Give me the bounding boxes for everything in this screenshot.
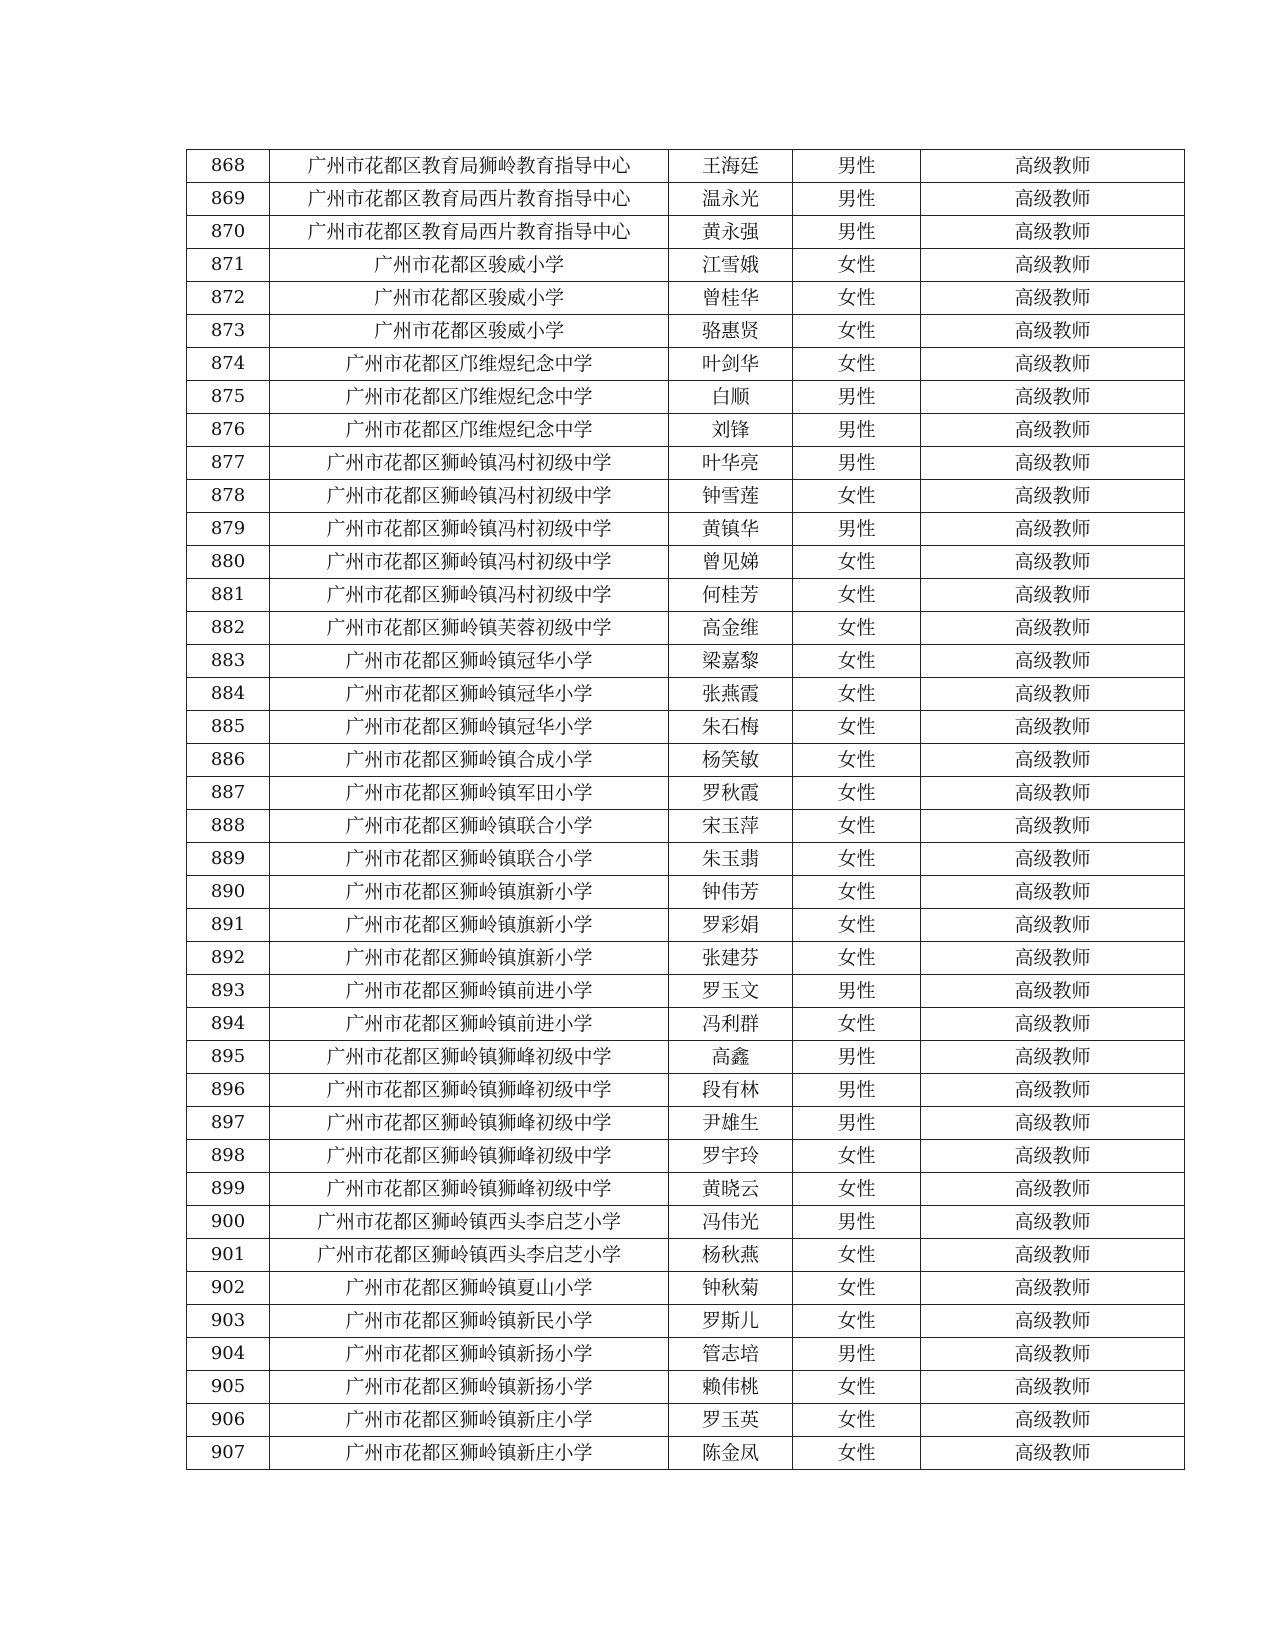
professional-title-cell: 高级教师: [921, 1371, 1185, 1404]
table-row: [187, 249, 1185, 282]
table-row: [187, 546, 1185, 579]
row-number-cell: 876: [187, 414, 270, 447]
row-number-cell: 891: [187, 909, 270, 942]
professional-title-cell: 高级教师: [921, 975, 1185, 1008]
gender-cell: 女性: [793, 1437, 921, 1470]
professional-title-cell: 高级教师: [921, 678, 1185, 711]
school-unit-cell: 广州市花都区狮岭镇狮峰初级中学: [270, 1173, 669, 1206]
row-number-cell: 874: [187, 348, 270, 381]
teacher-name-cell: 段有林: [669, 1074, 793, 1107]
table-row: [187, 711, 1185, 744]
gender-cell: 女性: [793, 645, 921, 678]
gender-cell: 女性: [793, 579, 921, 612]
gender-cell: 女性: [793, 480, 921, 513]
table-row: [187, 810, 1185, 843]
row-number-cell: 886: [187, 744, 270, 777]
teacher-name-cell: 江雪娥: [669, 249, 793, 282]
professional-title-cell: 高级教师: [921, 645, 1185, 678]
gender-cell: 男性: [793, 447, 921, 480]
table-row: [187, 513, 1185, 546]
table-row: [187, 1338, 1185, 1371]
table-row: [187, 777, 1185, 810]
teacher-name-cell: 叶华亮: [669, 447, 793, 480]
row-number-cell: 868: [187, 150, 270, 183]
table-row: [187, 876, 1185, 909]
professional-title-cell: 高级教师: [921, 150, 1185, 183]
school-unit-cell: 广州市花都区狮岭镇合成小学: [270, 744, 669, 777]
gender-cell: 女性: [793, 876, 921, 909]
teacher-name-cell: 朱玉翡: [669, 843, 793, 876]
professional-title-cell: 高级教师: [921, 843, 1185, 876]
gender-cell: 女性: [793, 249, 921, 282]
teacher-name-cell: 尹雄生: [669, 1107, 793, 1140]
row-number-cell: 893: [187, 975, 270, 1008]
school-unit-cell: 广州市花都区教育局狮岭教育指导中心: [270, 150, 669, 183]
professional-title-cell: 高级教师: [921, 777, 1185, 810]
school-unit-cell: 广州市花都区狮岭镇联合小学: [270, 810, 669, 843]
teacher-name-cell: 梁嘉黎: [669, 645, 793, 678]
row-number-cell: 880: [187, 546, 270, 579]
professional-title-cell: 高级教师: [921, 1239, 1185, 1272]
table-row: [187, 744, 1185, 777]
gender-cell: 男性: [793, 216, 921, 249]
gender-cell: 男性: [793, 1338, 921, 1371]
professional-title-cell: 高级教师: [921, 1008, 1185, 1041]
gender-cell: 女性: [793, 282, 921, 315]
professional-title-cell: 高级教师: [921, 1404, 1185, 1437]
professional-title-cell: 高级教师: [921, 480, 1185, 513]
school-unit-cell: 广州市花都区狮岭镇旗新小学: [270, 876, 669, 909]
row-number-cell: 897: [187, 1107, 270, 1140]
teacher-name-cell: 罗宇玲: [669, 1140, 793, 1173]
teacher-name-cell: 罗玉文: [669, 975, 793, 1008]
row-number-cell: 885: [187, 711, 270, 744]
gender-cell: 男性: [793, 1107, 921, 1140]
teacher-name-cell: 冯伟光: [669, 1206, 793, 1239]
roster-body: [187, 150, 1185, 1470]
row-number-cell: 901: [187, 1239, 270, 1272]
row-number-cell: 884: [187, 678, 270, 711]
table-row: [187, 381, 1185, 414]
table-row: [187, 1107, 1185, 1140]
teacher-name-cell: 罗彩娟: [669, 909, 793, 942]
professional-title-cell: 高级教师: [921, 942, 1185, 975]
table-row: [187, 909, 1185, 942]
school-unit-cell: 广州市花都区狮岭镇狮峰初级中学: [270, 1140, 669, 1173]
teacher-name-cell: 黄镇华: [669, 513, 793, 546]
gender-cell: 女性: [793, 348, 921, 381]
teacher-name-cell: 管志培: [669, 1338, 793, 1371]
school-unit-cell: 广州市花都区邝维煜纪念中学: [270, 348, 669, 381]
row-number-cell: 902: [187, 1272, 270, 1305]
professional-title-cell: 高级教师: [921, 381, 1185, 414]
professional-title-cell: 高级教师: [921, 1437, 1185, 1470]
school-unit-cell: 广州市花都区狮岭镇新民小学: [270, 1305, 669, 1338]
gender-cell: 女性: [793, 711, 921, 744]
table-row: [187, 975, 1185, 1008]
table-row: [187, 612, 1185, 645]
table-row: [187, 1371, 1185, 1404]
table-row: [187, 282, 1185, 315]
row-number-cell: 882: [187, 612, 270, 645]
teacher-name-cell: 曾桂华: [669, 282, 793, 315]
professional-title-cell: 高级教师: [921, 216, 1185, 249]
professional-title-cell: 高级教师: [921, 348, 1185, 381]
table-row: [187, 315, 1185, 348]
teacher-name-cell: 张燕霞: [669, 678, 793, 711]
teacher-name-cell: 高鑫: [669, 1041, 793, 1074]
table-row: [187, 678, 1185, 711]
professional-title-cell: 高级教师: [921, 1272, 1185, 1305]
school-unit-cell: 广州市花都区狮岭镇新庄小学: [270, 1437, 669, 1470]
school-unit-cell: 广州市花都区狮岭镇联合小学: [270, 843, 669, 876]
school-unit-cell: 广州市花都区狮岭镇冠华小学: [270, 645, 669, 678]
professional-title-cell: 高级教师: [921, 315, 1185, 348]
school-unit-cell: 广州市花都区狮岭镇夏山小学: [270, 1272, 669, 1305]
row-number-cell: 903: [187, 1305, 270, 1338]
teacher-name-cell: 杨秋燕: [669, 1239, 793, 1272]
row-number-cell: 878: [187, 480, 270, 513]
professional-title-cell: 高级教师: [921, 447, 1185, 480]
professional-title-cell: 高级教师: [921, 249, 1185, 282]
row-number-cell: 896: [187, 1074, 270, 1107]
table-row: [187, 1140, 1185, 1173]
professional-title-cell: 高级教师: [921, 1206, 1185, 1239]
school-unit-cell: 广州市花都区狮岭镇军田小学: [270, 777, 669, 810]
gender-cell: 男性: [793, 513, 921, 546]
gender-cell: 女性: [793, 744, 921, 777]
school-unit-cell: 广州市花都区狮岭镇冯村初级中学: [270, 513, 669, 546]
row-number-cell: 883: [187, 645, 270, 678]
row-number-cell: 892: [187, 942, 270, 975]
gender-cell: 女性: [793, 843, 921, 876]
table-row: [187, 1173, 1185, 1206]
gender-cell: 男性: [793, 1074, 921, 1107]
gender-cell: 女性: [793, 1140, 921, 1173]
teacher-name-cell: 何桂芳: [669, 579, 793, 612]
table-row: [187, 579, 1185, 612]
teacher-name-cell: 罗玉英: [669, 1404, 793, 1437]
table-row: [187, 1437, 1185, 1470]
school-unit-cell: 广州市花都区狮岭镇冯村初级中学: [270, 480, 669, 513]
gender-cell: 男性: [793, 381, 921, 414]
row-number-cell: 870: [187, 216, 270, 249]
teacher-name-cell: 钟伟芳: [669, 876, 793, 909]
professional-title-cell: 高级教师: [921, 1041, 1185, 1074]
row-number-cell: 895: [187, 1041, 270, 1074]
row-number-cell: 869: [187, 183, 270, 216]
row-number-cell: 879: [187, 513, 270, 546]
table-row: [187, 150, 1185, 183]
table-row: [187, 1206, 1185, 1239]
professional-title-cell: 高级教师: [921, 1173, 1185, 1206]
row-number-cell: 877: [187, 447, 270, 480]
professional-title-cell: 高级教师: [921, 282, 1185, 315]
teacher-name-cell: 叶剑华: [669, 348, 793, 381]
school-unit-cell: 广州市花都区狮岭镇狮峰初级中学: [270, 1041, 669, 1074]
school-unit-cell: 广州市花都区骏威小学: [270, 282, 669, 315]
teacher-name-cell: 张建芬: [669, 942, 793, 975]
professional-title-cell: 高级教师: [921, 744, 1185, 777]
teacher-name-cell: 罗秋霞: [669, 777, 793, 810]
gender-cell: 女性: [793, 546, 921, 579]
school-unit-cell: 广州市花都区狮岭镇冯村初级中学: [270, 546, 669, 579]
row-number-cell: 872: [187, 282, 270, 315]
gender-cell: 女性: [793, 1305, 921, 1338]
row-number-cell: 888: [187, 810, 270, 843]
gender-cell: 男性: [793, 1041, 921, 1074]
row-number-cell: 887: [187, 777, 270, 810]
table-row: [187, 480, 1185, 513]
gender-cell: 女性: [793, 777, 921, 810]
gender-cell: 女性: [793, 612, 921, 645]
gender-cell: 男性: [793, 1206, 921, 1239]
teacher-name-cell: 骆惠贤: [669, 315, 793, 348]
row-number-cell: 890: [187, 876, 270, 909]
teacher-name-cell: 宋玉萍: [669, 810, 793, 843]
teacher-name-cell: 黄晓云: [669, 1173, 793, 1206]
school-unit-cell: 广州市花都区狮岭镇芙蓉初级中学: [270, 612, 669, 645]
row-number-cell: 906: [187, 1404, 270, 1437]
school-unit-cell: 广州市花都区狮岭镇狮峰初级中学: [270, 1074, 669, 1107]
school-unit-cell: 广州市花都区教育局西片教育指导中心: [270, 183, 669, 216]
table-row: [187, 414, 1185, 447]
professional-title-cell: 高级教师: [921, 579, 1185, 612]
school-unit-cell: 广州市花都区教育局西片教育指导中心: [270, 216, 669, 249]
school-unit-cell: 广州市花都区狮岭镇西头李启芝小学: [270, 1206, 669, 1239]
row-number-cell: 873: [187, 315, 270, 348]
table-row: [187, 942, 1185, 975]
school-unit-cell: 广州市花都区狮岭镇新扬小学: [270, 1371, 669, 1404]
gender-cell: 女性: [793, 909, 921, 942]
gender-cell: 男性: [793, 150, 921, 183]
gender-cell: 男性: [793, 183, 921, 216]
gender-cell: 女性: [793, 1371, 921, 1404]
school-unit-cell: 广州市花都区骏威小学: [270, 249, 669, 282]
school-unit-cell: 广州市花都区狮岭镇新扬小学: [270, 1338, 669, 1371]
school-unit-cell: 广州市花都区狮岭镇冠华小学: [270, 678, 669, 711]
professional-title-cell: 高级教师: [921, 909, 1185, 942]
row-number-cell: 907: [187, 1437, 270, 1470]
teacher-name-cell: 赖伟桃: [669, 1371, 793, 1404]
table-row: [187, 843, 1185, 876]
school-unit-cell: 广州市花都区狮岭镇旗新小学: [270, 909, 669, 942]
professional-title-cell: 高级教师: [921, 810, 1185, 843]
professional-title-cell: 高级教师: [921, 1107, 1185, 1140]
teacher-name-cell: 曾见娣: [669, 546, 793, 579]
table-row: [187, 348, 1185, 381]
school-unit-cell: 广州市花都区邝维煜纪念中学: [270, 414, 669, 447]
professional-title-cell: 高级教师: [921, 1074, 1185, 1107]
school-unit-cell: 广州市花都区骏威小学: [270, 315, 669, 348]
professional-title-cell: 高级教师: [921, 711, 1185, 744]
teacher-name-cell: 黄永强: [669, 216, 793, 249]
school-unit-cell: 广州市花都区狮岭镇冯村初级中学: [270, 579, 669, 612]
table-row: [187, 1074, 1185, 1107]
table-row: [187, 1008, 1185, 1041]
row-number-cell: 894: [187, 1008, 270, 1041]
teacher-name-cell: 王海廷: [669, 150, 793, 183]
professional-title-cell: 高级教师: [921, 183, 1185, 216]
gender-cell: 女性: [793, 315, 921, 348]
teacher-name-cell: 罗斯儿: [669, 1305, 793, 1338]
school-unit-cell: 广州市花都区狮岭镇冠华小学: [270, 711, 669, 744]
teacher-name-cell: 钟秋菊: [669, 1272, 793, 1305]
school-unit-cell: 广州市花都区狮岭镇旗新小学: [270, 942, 669, 975]
school-unit-cell: 广州市花都区狮岭镇新庄小学: [270, 1404, 669, 1437]
school-unit-cell: 广州市花都区狮岭镇西头李启芝小学: [270, 1239, 669, 1272]
teacher-name-cell: 朱石梅: [669, 711, 793, 744]
professional-title-cell: 高级教师: [921, 414, 1185, 447]
professional-title-cell: 高级教师: [921, 1305, 1185, 1338]
teacher-roster-table: [186, 149, 1185, 1470]
gender-cell: 女性: [793, 1239, 921, 1272]
table-row: [187, 645, 1185, 678]
school-unit-cell: 广州市花都区狮岭镇狮峰初级中学: [270, 1107, 669, 1140]
table-row: [187, 183, 1185, 216]
teacher-name-cell: 冯利群: [669, 1008, 793, 1041]
row-number-cell: 889: [187, 843, 270, 876]
teacher-name-cell: 杨笑敏: [669, 744, 793, 777]
row-number-cell: 898: [187, 1140, 270, 1173]
gender-cell: 男性: [793, 414, 921, 447]
row-number-cell: 871: [187, 249, 270, 282]
professional-title-cell: 高级教师: [921, 876, 1185, 909]
row-number-cell: 899: [187, 1173, 270, 1206]
gender-cell: 女性: [793, 1008, 921, 1041]
row-number-cell: 900: [187, 1206, 270, 1239]
professional-title-cell: 高级教师: [921, 546, 1185, 579]
school-unit-cell: 广州市花都区狮岭镇冯村初级中学: [270, 447, 669, 480]
gender-cell: 女性: [793, 942, 921, 975]
teacher-name-cell: 陈金凤: [669, 1437, 793, 1470]
row-number-cell: 904: [187, 1338, 270, 1371]
professional-title-cell: 高级教师: [921, 612, 1185, 645]
table-row: [187, 447, 1185, 480]
gender-cell: 女性: [793, 1404, 921, 1437]
teacher-name-cell: 钟雪莲: [669, 480, 793, 513]
professional-title-cell: 高级教师: [921, 1140, 1185, 1173]
school-unit-cell: 广州市花都区狮岭镇前进小学: [270, 975, 669, 1008]
school-unit-cell: 广州市花都区狮岭镇前进小学: [270, 1008, 669, 1041]
gender-cell: 女性: [793, 1272, 921, 1305]
table-row: [187, 1239, 1185, 1272]
school-unit-cell: 广州市花都区邝维煜纪念中学: [270, 381, 669, 414]
teacher-name-cell: 白顺: [669, 381, 793, 414]
professional-title-cell: 高级教师: [921, 1338, 1185, 1371]
gender-cell: 女性: [793, 678, 921, 711]
teacher-name-cell: 高金维: [669, 612, 793, 645]
row-number-cell: 875: [187, 381, 270, 414]
table-row: [187, 1272, 1185, 1305]
row-number-cell: 881: [187, 579, 270, 612]
table-row: [187, 216, 1185, 249]
table-row: [187, 1404, 1185, 1437]
table-row: [187, 1041, 1185, 1074]
row-number-cell: 905: [187, 1371, 270, 1404]
gender-cell: 男性: [793, 975, 921, 1008]
gender-cell: 女性: [793, 810, 921, 843]
table-row: [187, 1305, 1185, 1338]
teacher-name-cell: 刘锋: [669, 414, 793, 447]
teacher-name-cell: 温永光: [669, 183, 793, 216]
gender-cell: 女性: [793, 1173, 921, 1206]
professional-title-cell: 高级教师: [921, 513, 1185, 546]
